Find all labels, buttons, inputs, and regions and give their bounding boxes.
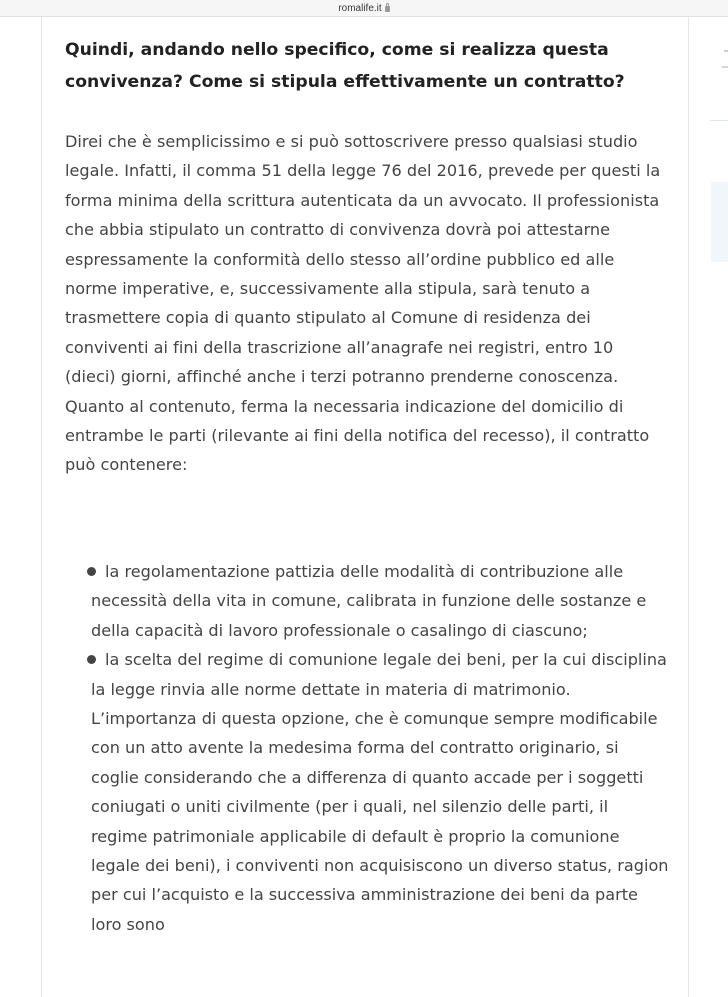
- bullet-icon: [87, 567, 96, 576]
- section-heading: Quindi, andando nello specifico, come si realizza questa convivenza? Come si stipula effettivamente un contratto?: [65, 40, 625, 92]
- article-panel: [41, 17, 689, 997]
- bullet-icon: [87, 655, 96, 664]
- sidebar-divider: [710, 120, 728, 121]
- browser-address-bar[interactable]: [0, 0, 728, 17]
- contract-contents-list: [65, 557, 669, 939]
- list-item: [65, 645, 669, 939]
- sidebar-widget: [711, 182, 728, 262]
- list-item: [65, 557, 669, 645]
- url-text: romalife.it: [338, 2, 382, 14]
- list-item-text: la regolamentazione pattizia delle modalità di contribuzione alle necessità della vita in comune, calibrata in funzione delle sostanze e della capacità di lavoro professionale o casalingo di ciascuno;: [91, 562, 647, 640]
- article-paragraph: Direi che è semplicissimo e si può sottoscrivere presso qualsiasi studio legale. Infatti, il comma 51 della legge 76 del 2016, prevede per questi la forma minima della scrittura autenticata da un avvocato. Il professionista che abbia stipulato un contratto di convivenza dovrà poi attestarne espressamente la conformità dello stesso all’ordine pubblico ed alle norme imperative, e, successivamente alla stipula, sarà tenuto a trasmettere copia di quanto stipulato al Comune di residenza dei conviventi ai fini della trascrizione all’anagrafe nei registri, entro 10 (dieci) giorni, affinché anche i terzi potranno prenderne conoscenza. Quanto al contenuto, ferma la necessaria indicazione del domicilio di entrambe le parti (rilevante ai fini della notifica del recesso), il contratto può contenere:: [65, 132, 661, 475]
- sidebar-fragment: [722, 66, 728, 68]
- lock-icon: [385, 6, 390, 12]
- list-item-text: la scelta del regime di comunione legale dei beni, per la cui disciplina la legge rinvia alle norme dettate in materia di matrimonio. L’importanza di questa opzione, che è comunque sempre modificabile con un atto avente la medesima forma del contratto originario, si coglie considerando che a differenza di quanto accade per i soggetti coniugati o uniti civilmente (per i quali, nel silenzio delle parti, il regime patrimoniale applicabile di default è proprio la comunione legale dei beni), i conviventi non acquisiscono un diverso status, ragion per cui l’acquisto e la successiva amministrazione dei beni da parte loro sono: [91, 650, 669, 934]
- sidebar-fragment: [724, 50, 728, 52]
